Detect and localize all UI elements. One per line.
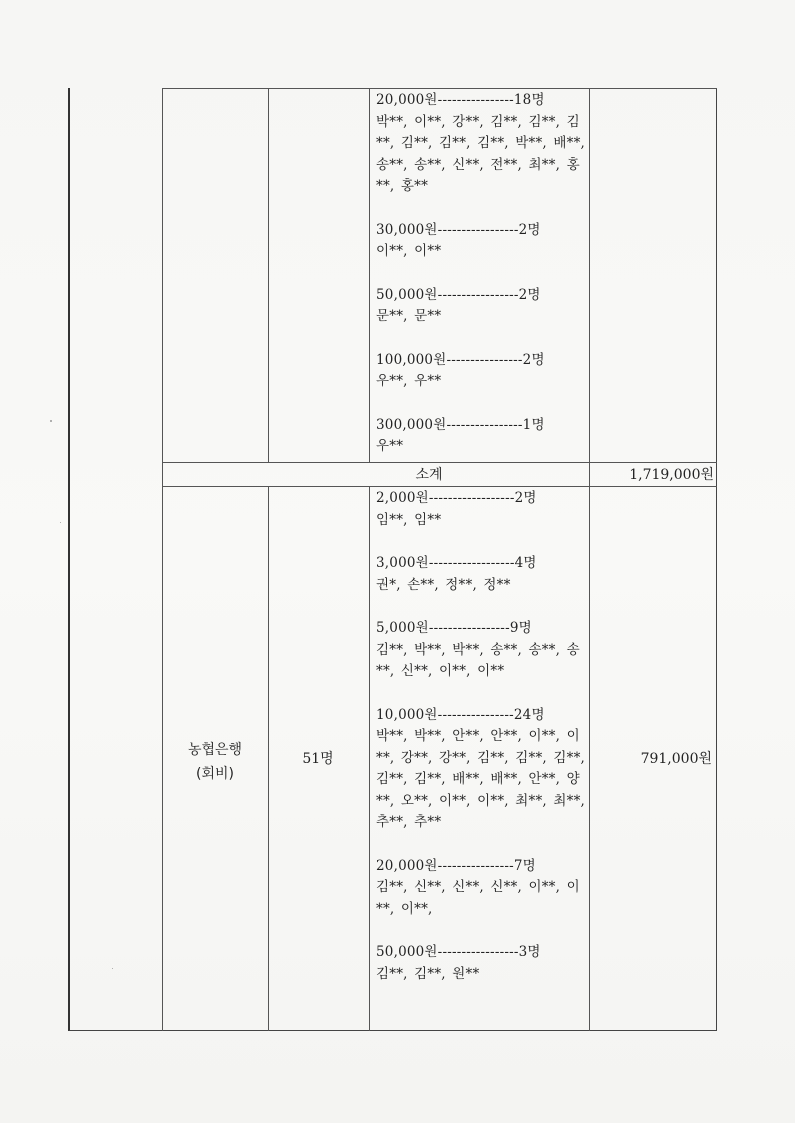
list-item <box>376 553 586 596</box>
list-item <box>376 618 586 683</box>
amount-line: 20,000원----------------18명 <box>376 92 545 108</box>
donor-names: 김**, 신**, 신**, 신**, 이**, 이**, 이**, <box>376 879 580 917</box>
donor-names: 임**, 임** <box>376 511 442 528</box>
donor-names: 김**, 박**, 박**, 송**, 송**, 송**, 신**, 이**, 이** <box>376 641 580 679</box>
scan-speck <box>50 420 52 422</box>
bank-note-line: (회비) <box>196 766 234 782</box>
subtotal-value: 1,719,000원 <box>629 467 714 483</box>
amount-line: 300,000원----------------1명 <box>376 416 545 433</box>
donor-names: 김**, 김**, 원** <box>376 965 480 982</box>
donor-names: 문**, 문** <box>376 308 442 324</box>
list-item <box>376 350 586 393</box>
list-item <box>376 90 586 198</box>
column-divider-1 <box>162 88 163 1031</box>
amount-line: 50,000원-----------------2명 <box>376 286 541 303</box>
bank-name <box>162 738 268 786</box>
scan-speck <box>112 968 113 969</box>
column-divider-2 <box>268 88 269 462</box>
list-item <box>376 942 586 985</box>
donor-count: 51명 <box>302 751 334 767</box>
amount-line: 3,000원------------------4명 <box>376 555 537 571</box>
amount-line: 2,000원------------------2명 <box>376 490 537 506</box>
subtotal-bottom-rule <box>162 486 717 487</box>
list-item <box>376 705 586 834</box>
donor-names: 권*, 손**, 정**, 정** <box>376 576 511 593</box>
list-item <box>376 285 586 328</box>
amount-line: 5,000원-----------------9명 <box>376 620 532 636</box>
scan-speck <box>60 522 61 523</box>
section-total: 791,000원 <box>640 751 712 767</box>
donor-names: 이**, 이** <box>376 243 442 259</box>
subtotal-label: 소계 <box>415 467 443 483</box>
lower-donation-list <box>376 488 586 1007</box>
list-item <box>376 415 586 458</box>
donor-names: 우**, 우** <box>376 373 442 389</box>
column-divider-3 <box>369 88 370 462</box>
amount-line: 10,000원----------------24명 <box>376 706 545 723</box>
upper-donation-list <box>376 90 586 480</box>
list-item <box>376 488 586 531</box>
top-rule <box>162 88 717 89</box>
donor-names: 박**, 박**, 안**, 안**, 이**, 이**, 강**, 강**, 김**, 김**, 김**, 김**, 김**, 배**, 배**, 안**, 양**, 오**, 이**, 이**, 최**, 최**, 추**, 추** <box>376 728 586 830</box>
bank-name-line: 농협은행 <box>187 742 243 758</box>
amount-line: 100,000원----------------2명 <box>376 351 545 368</box>
donor-names: 박**, 이**, 강**, 김**, 김**, 김**, 김**, 김**, 김**, 박**, 배**, 송**, 송**, 신**, 전**, 최**, 홍**, 홍** <box>376 113 586 194</box>
donor-names: 우** <box>376 438 404 454</box>
list-item <box>376 856 586 921</box>
list-item <box>376 220 586 263</box>
column-divider-3b <box>369 486 370 1031</box>
amount-line: 50,000원-----------------3명 <box>376 944 541 960</box>
amount-line: 20,000원----------------7명 <box>376 857 536 874</box>
column-divider-4 <box>589 88 590 1031</box>
amount-line: 30,000원-----------------2명 <box>376 221 541 238</box>
